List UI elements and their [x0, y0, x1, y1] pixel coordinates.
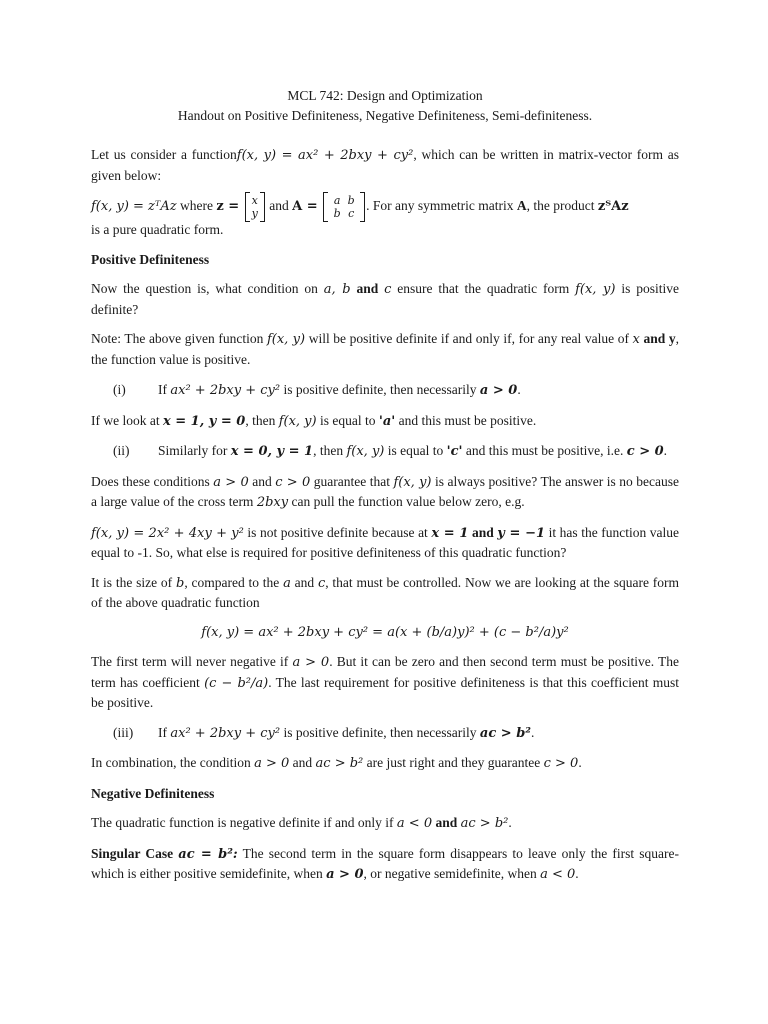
z-bottom-entry: y	[251, 207, 258, 220]
item-number-i: (i)	[113, 382, 126, 397]
size-c: c	[317, 575, 326, 591]
look-f: f(x, y)	[278, 413, 317, 429]
comb-cond-3: c > 0	[543, 756, 579, 771]
item-i-condition: a > 0	[479, 383, 518, 398]
document-page	[91, 86, 679, 885]
item-i-expression: ax² + 2bxy + cy²	[170, 383, 281, 398]
item-i-text-2: is positive definite, then necessarily	[280, 382, 480, 397]
question-text-2: ensure that the quadratic form	[391, 281, 576, 296]
size-paragraph	[91, 573, 679, 613]
question-ab: a, b	[323, 282, 351, 297]
singular-condition: ac = b²:	[178, 846, 238, 862]
a-matrix-11: a	[333, 194, 341, 207]
pure-form-line: is a pure quadratic form.	[91, 222, 224, 237]
item-ii-text: Similarly for	[158, 443, 231, 458]
question-f: f(x, y)	[575, 282, 616, 297]
singular-end: .	[575, 866, 579, 881]
condition-item-ii	[91, 441, 679, 462]
where-text: where	[176, 198, 217, 214]
size-a: a	[283, 575, 291, 591]
note-text: Note: The above given function	[91, 331, 267, 346]
first-text-3: . The last requirement for positive definiteness is that this coefficient must be positive.	[91, 674, 680, 710]
negative-paragraph	[91, 813, 679, 834]
singular-cond-2: a < 0	[540, 867, 576, 882]
symmetric-text: . For any symmetric matrix	[366, 198, 517, 214]
a-matrix-21: b	[333, 207, 341, 220]
product-text: , the product	[526, 198, 598, 214]
does-text-4: can pull the function value below zero, e.g.	[288, 494, 525, 509]
item-iii-text: If	[158, 724, 171, 740]
note-text-3: , the function value is positive.	[91, 331, 679, 367]
item-ii-condition: c > 0	[626, 444, 664, 459]
neg-end: .	[508, 815, 512, 830]
look-a-quoted: 'a'	[378, 413, 396, 429]
item-number-iii: (iii)	[113, 724, 134, 740]
look-text-2: , then	[245, 412, 279, 428]
item-ii-text-3: is equal to	[384, 443, 447, 458]
z-top-entry: x	[251, 194, 258, 207]
document-title	[91, 86, 679, 125]
item-ii-text-2: , then	[313, 443, 347, 458]
product-expression: zᵀAz	[597, 199, 629, 215]
item-ii-text-4: and this must be positive, i.e.	[462, 443, 627, 458]
comb-end: .	[578, 755, 582, 770]
note-x: x	[632, 332, 640, 347]
note-text-2: will be positive definite if and only if, for any real value of	[305, 331, 633, 346]
and-text: and	[265, 198, 293, 214]
item-iii-expression: ax² + 2bxy + cy²	[170, 725, 281, 741]
note-y: y	[668, 331, 676, 346]
does-text-2: guarantee that	[310, 473, 394, 489]
item-iii-condition: ac > b²	[479, 725, 531, 741]
first-text: The first term will never negative if	[91, 654, 293, 669]
intro-paragraph	[91, 145, 679, 185]
item-iii-end: .	[531, 724, 535, 740]
question-text: Now the question is, what condition on	[91, 281, 324, 296]
example-x: x = 1	[431, 525, 469, 541]
item-i-end: .	[517, 382, 521, 397]
item-ii-f: f(x, y)	[346, 444, 385, 459]
condition-item-iii	[91, 723, 679, 744]
matrix-form-paragraph	[91, 192, 679, 222]
combination-paragraph	[91, 753, 679, 774]
intro-function: f(x, y) = ax² + 2bxy + cy²	[236, 148, 414, 163]
condition-item-i	[91, 380, 679, 401]
item-ii-values: x = 0, y = 1	[230, 444, 314, 459]
comb-cond-2: ac > b²	[315, 756, 364, 771]
square-form-equation: f(x, y) = ax² + 2bxy + cy² = a(x + (b/a)y)² + (c − b²/a)y²	[201, 624, 569, 640]
first-coefficient: (c − b²/a)	[204, 675, 269, 691]
comb-text-2: are just right and they guarantee	[363, 755, 544, 770]
does-paragraph	[91, 472, 679, 513]
item-iii-text-2: is positive definite, then necessarily	[280, 724, 480, 740]
item-number-ii: (ii)	[113, 443, 130, 458]
comb-and: and	[289, 755, 316, 770]
singular-case-paragraph	[91, 844, 679, 885]
first-text-2: . But it can be zero and then second term must be positive. The term has coefficient	[91, 654, 679, 690]
item-i-text: If	[158, 382, 171, 397]
note-paragraph	[91, 329, 679, 369]
size-b: b	[175, 575, 185, 591]
comb-cond-1: a > 0	[254, 756, 290, 771]
example-text: is not positive definite because at	[243, 524, 432, 540]
look-text-3: is equal to	[316, 412, 379, 428]
note-and: and	[639, 331, 669, 346]
note-f: f(x, y)	[266, 332, 306, 347]
size-text-2: , compared to the	[184, 574, 284, 590]
singular-heading: Singular Case	[91, 845, 179, 861]
heading-negative-definiteness: Negative Definiteness	[91, 785, 215, 801]
does-cond-a: a > 0	[213, 474, 249, 490]
does-cond-c: c > 0	[275, 474, 311, 490]
title-line-2: Handout on Positive Definiteness, Negative Definiteness, Semi-definiteness.	[177, 107, 593, 123]
example-paragraph	[91, 523, 679, 563]
singular-text-2: , or negative semidefinite, when	[363, 866, 541, 881]
example-function: f(x, y) = 2x² + 4xy + y²	[91, 525, 244, 541]
z-vector-label: z =	[216, 199, 244, 215]
look-text: If we look at	[91, 412, 163, 428]
item-ii-end: .	[663, 443, 668, 458]
title-line-1: MCL 742: Design and Optimization	[287, 88, 483, 103]
look-text-4: and this must be positive.	[395, 412, 537, 428]
quadratic-form-expression: f(x, y) = zᵀAz	[91, 199, 177, 215]
intro-text-2: , which can be written in matrix-vector form as given below:	[91, 147, 679, 183]
neg-and: and	[432, 815, 461, 830]
heading-positive-definiteness: Positive Definiteness	[91, 251, 210, 267]
example-and: and	[468, 524, 498, 540]
question-and: and	[350, 281, 385, 296]
comb-text: In combination, the condition	[91, 755, 255, 770]
does-cross-term: 2bxy	[256, 495, 289, 510]
a-matrix	[323, 192, 365, 222]
neg-text: The quadratic function is negative definite if and only if	[91, 815, 397, 830]
item-ii-c-quoted: 'c'	[446, 444, 463, 459]
look-at-paragraph	[91, 411, 679, 432]
symmetric-a: A	[516, 198, 527, 214]
a-matrix-22: c	[348, 207, 355, 220]
does-text-3: is always positive? The answer is no because a large value of the cross term	[91, 473, 679, 509]
first-term-paragraph	[91, 652, 679, 713]
intro-text: Let us consider a function	[91, 147, 237, 162]
neg-cond-1: a < 0	[396, 816, 433, 831]
size-text: It is the size of	[91, 574, 176, 590]
example-y: y = −1	[497, 525, 546, 541]
a-matrix-12: b	[347, 194, 355, 207]
singular-cond-1: a > 0	[326, 867, 364, 882]
first-cond: a > 0	[292, 655, 330, 670]
neg-cond-2: ac > b²	[460, 816, 509, 831]
size-text-3: and	[290, 574, 318, 590]
example-text-2: it has the function value equal to -1. So, what else is required for positive definiteness of this quadratic function?	[91, 524, 680, 560]
does-and: and	[248, 473, 276, 489]
does-text: Does these conditions	[91, 473, 214, 489]
size-text-4: , that must be controlled. Now we are looking at the square form of the above quadratic function	[91, 574, 679, 610]
question-text-3: is positive definite?	[91, 281, 679, 317]
look-values: x = 1, y = 0	[162, 413, 246, 429]
question-paragraph	[91, 279, 679, 319]
singular-text: The second term in the square form disappears to leave only the first square- which is either positive semidefinite, when	[91, 845, 679, 881]
question-c: c	[384, 282, 392, 297]
z-vector-matrix	[245, 192, 265, 222]
does-f: f(x, y)	[393, 474, 432, 490]
a-matrix-label: A =	[292, 199, 323, 215]
